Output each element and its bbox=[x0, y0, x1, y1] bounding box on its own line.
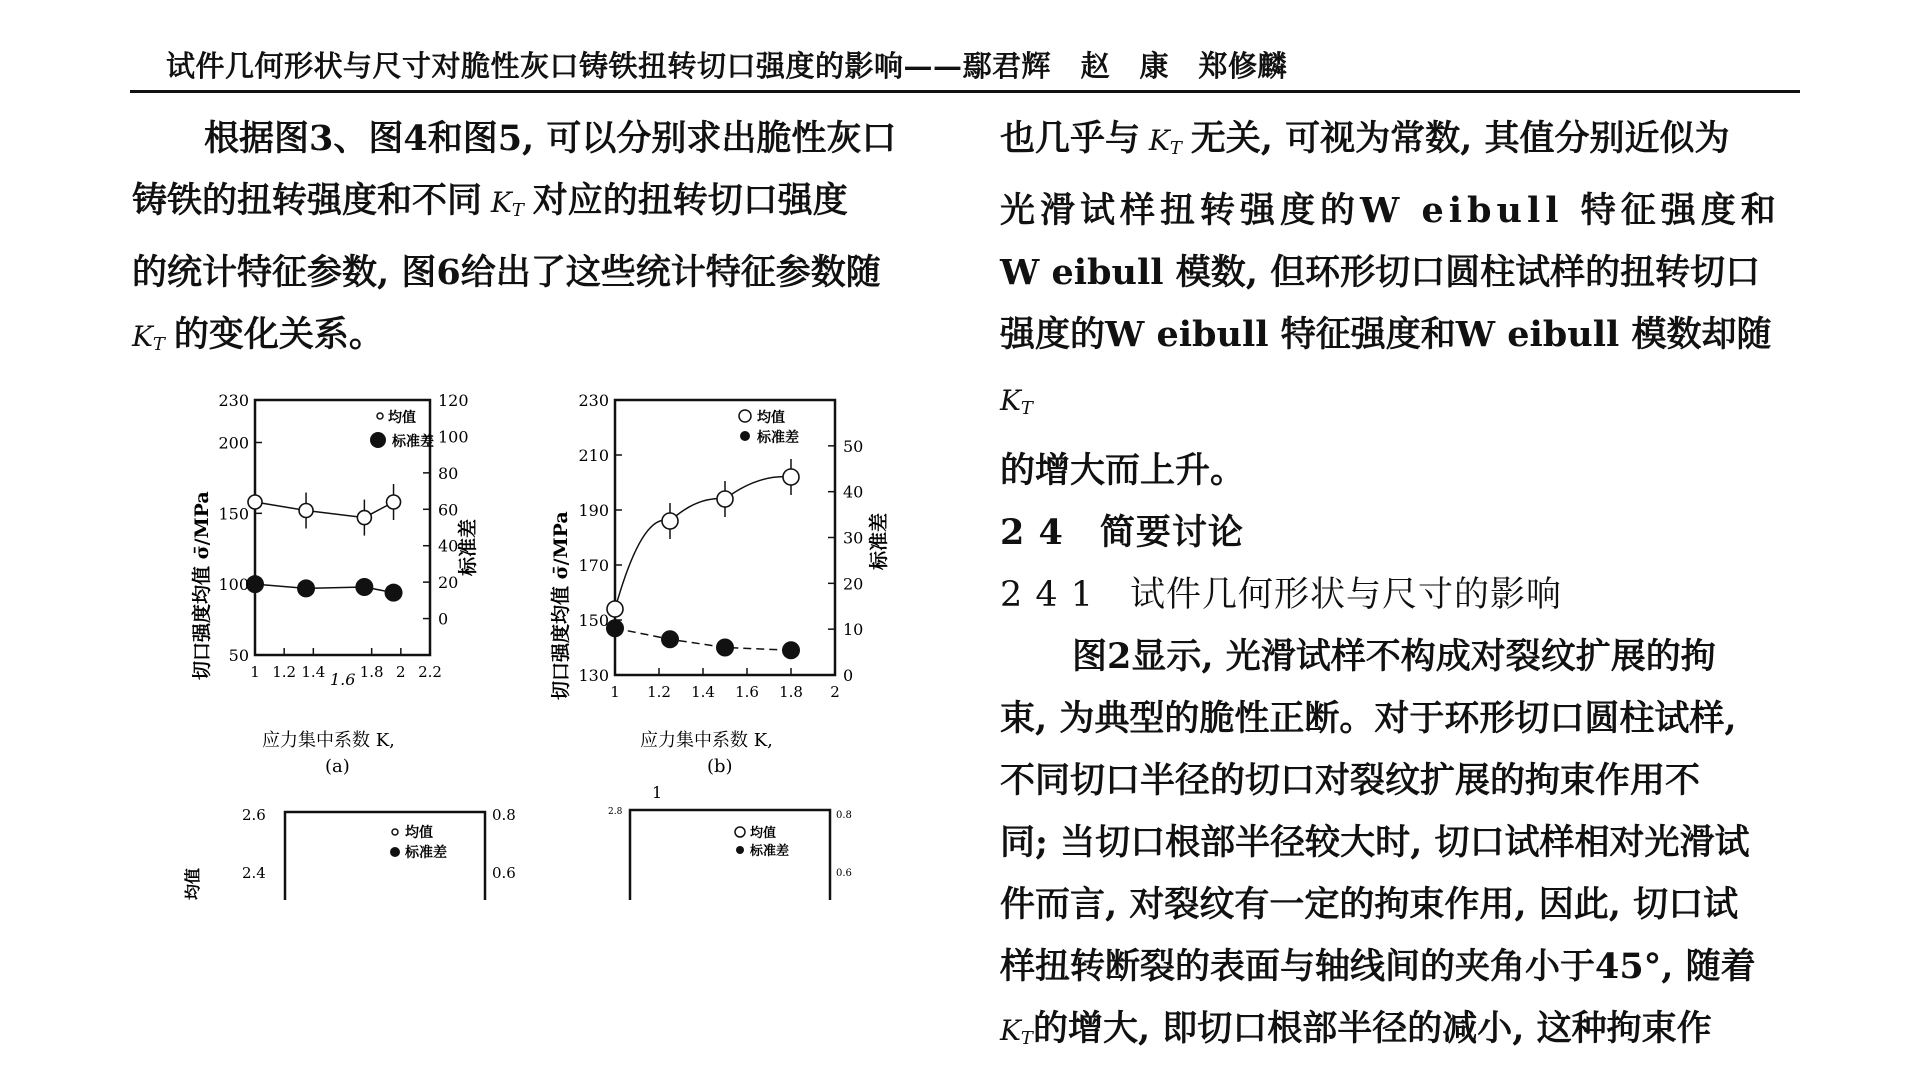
kt-symbol: $K_T$ bbox=[490, 186, 524, 221]
y2-tick-label: 50 bbox=[843, 436, 864, 456]
chart-a bbox=[180, 380, 540, 800]
paragraph-line: 同; 当切口根部半径较大时, 切口试样相对光滑试 bbox=[1000, 822, 1750, 863]
plot-frame bbox=[615, 400, 835, 675]
inner-label: 1.6 bbox=[330, 670, 356, 689]
y-tick-label: 230 bbox=[578, 391, 609, 410]
header-title: 试件几何形状与尺寸对脆性灰口铸铁扭转切口强度的影响——鄢君辉 赵 康 郑修麟 bbox=[166, 49, 1288, 83]
y2-tick-label: 10 bbox=[843, 620, 864, 640]
mean-point bbox=[607, 601, 623, 617]
legend-entry: 均值 bbox=[405, 825, 433, 841]
x-tick-label: 1.4 bbox=[691, 683, 715, 701]
std-series-line bbox=[615, 628, 791, 650]
std-point bbox=[355, 578, 373, 596]
paragraph-line: 束, 为典型的脆性正断。对于环形切口圆柱试样, bbox=[1000, 698, 1737, 739]
legend bbox=[370, 409, 434, 450]
plot-frame bbox=[285, 812, 485, 900]
std-point bbox=[782, 641, 800, 659]
paragraph-line: 的增大而上升。 bbox=[1000, 450, 1246, 491]
x-axis-label: 应力集中系数 K, bbox=[640, 730, 773, 751]
legend-entry: 均值 bbox=[750, 826, 777, 841]
left-column bbox=[132, 108, 932, 376]
y2-tick-label: 0.6 bbox=[492, 864, 516, 882]
legend-filled-marker bbox=[370, 432, 386, 448]
y-tick-label: 150 bbox=[218, 504, 249, 524]
panel-label: (a) bbox=[325, 756, 350, 777]
kt-symbol: $K_T$ bbox=[1000, 384, 1033, 419]
legend-entry: 标准差 bbox=[757, 430, 799, 446]
mean-series-line bbox=[615, 477, 791, 609]
top-label: 1 bbox=[652, 783, 663, 802]
paragraph-line: 图2显示, 光滑试样不构成对裂纹扩展的拘 bbox=[1072, 636, 1716, 677]
kt-symbol: $K_T$ bbox=[1000, 1014, 1033, 1049]
legend-filled-marker bbox=[390, 847, 400, 857]
kt-symbol: $K_T$ bbox=[132, 320, 165, 355]
running-header bbox=[130, 40, 1800, 93]
y-axis-label: 切口强度均值 σ̄/MPa bbox=[191, 491, 213, 680]
x-tick-label: 1 bbox=[610, 683, 620, 701]
paragraph-line: 铸铁的扭转强度和不同 $K_T$ 对应的扭转切口强度 bbox=[132, 180, 848, 221]
mean-point bbox=[662, 513, 678, 529]
y2-tick-label: 0 bbox=[438, 609, 449, 629]
y-tick-label: 100 bbox=[218, 575, 249, 595]
y2-tick-label: 20 bbox=[843, 574, 864, 594]
subsection-heading: 2 4 1 试件几何形状与尺寸的影响 bbox=[1000, 575, 1563, 615]
x-tick-label: 1 bbox=[250, 663, 260, 681]
x-tick-label: 1.6 bbox=[735, 683, 759, 701]
y-tick-label: 190 bbox=[578, 501, 609, 520]
mean-point bbox=[783, 469, 799, 485]
chart-d bbox=[590, 780, 890, 900]
mean-point bbox=[717, 491, 733, 507]
legend-open-marker bbox=[392, 829, 398, 835]
y2-tick-label: 0.8 bbox=[492, 806, 516, 824]
y-axis-label: 均值 bbox=[183, 867, 202, 900]
y-axis-label: 切口强度均值 σ̄/MPa bbox=[550, 511, 572, 700]
y2-tick-label: 0.6 bbox=[836, 868, 852, 879]
plot-frame bbox=[630, 810, 830, 900]
std-point bbox=[661, 630, 679, 648]
paragraph-line: 也几乎与 $K_T$ 无关, 可视为常数, 其值分别近似为 bbox=[1000, 118, 1730, 159]
x-tick-label: 1.2 bbox=[272, 663, 297, 681]
y2-tick-label: 60 bbox=[438, 500, 459, 520]
panel-label: (b) bbox=[707, 756, 733, 777]
x-tick-label: 1.8 bbox=[359, 663, 384, 681]
x-tick-label: 2 bbox=[396, 663, 406, 681]
paragraph-line: 强度的W eibull 特征强度和W eibull 模数却随 $K_T$ bbox=[1000, 314, 1772, 419]
y2-tick-label: 0.8 bbox=[836, 810, 852, 821]
y2-tick-label: 40 bbox=[438, 536, 459, 556]
y2-tick-label: 30 bbox=[843, 528, 864, 548]
legend-entry: 均值 bbox=[388, 410, 416, 426]
y-tick-label: 2.8 bbox=[608, 807, 623, 817]
paragraph-line: $K_T$ 的变化关系。 bbox=[132, 314, 384, 355]
x-axis-label: 应力集中系数 K, bbox=[262, 730, 395, 751]
y-tick-label: 2.4 bbox=[242, 864, 266, 882]
legend-filled-marker bbox=[736, 846, 744, 854]
legend-entry: 标准差 bbox=[750, 844, 790, 859]
legend-open-marker bbox=[377, 413, 383, 419]
chart-b-frame bbox=[615, 400, 835, 675]
paragraph-line: 的统计特征参数, 图6给出了这些统计特征参数随 bbox=[132, 252, 881, 293]
legend-entry: 标准差 bbox=[392, 434, 434, 450]
y-tick-label: 130 bbox=[578, 666, 609, 685]
legend-entry: 均值 bbox=[757, 410, 785, 426]
right-column bbox=[1000, 108, 1800, 1070]
y-tick-label: 50 bbox=[228, 646, 249, 665]
paragraph-line: 样扭转断裂的表面与轴线间的夹角小于45°, 随着 bbox=[1000, 946, 1756, 987]
x-tick-label: 1.2 bbox=[647, 683, 671, 701]
mean-point bbox=[357, 511, 371, 525]
legend-open-marker bbox=[739, 410, 751, 422]
chart-c bbox=[180, 800, 540, 900]
std-point bbox=[716, 639, 734, 657]
x-tick-label: 1.8 bbox=[779, 683, 803, 701]
paragraph-line: 不同切口半径的切口对裂纹扩展的拘束作用不 bbox=[1000, 760, 1701, 801]
y-tick-label: 150 bbox=[578, 611, 609, 630]
y2-tick-label: 0 bbox=[843, 666, 854, 685]
x-tick-label: 1.4 bbox=[301, 663, 326, 681]
chart-b bbox=[545, 380, 905, 800]
std-point bbox=[297, 579, 315, 597]
paragraph-line: 件而言, 对裂纹有一定的拘束作用, 因此, 切口试 bbox=[1000, 884, 1739, 925]
y2-tick-label: 20 bbox=[438, 573, 459, 593]
mean-point bbox=[387, 495, 401, 509]
x-tick-label: 2 bbox=[830, 683, 840, 701]
y2-tick-label: 40 bbox=[843, 482, 864, 502]
paragraph-line: 根据图3、图4和图5, 可以分别求出脆性灰口 bbox=[204, 118, 897, 159]
mean-point bbox=[248, 495, 262, 509]
mean-series-line bbox=[255, 502, 394, 518]
paragraph-line: W eibull 模数, 但环形切口圆柱试样的扭转切口 bbox=[1000, 252, 1761, 293]
y2-axis-label: 标准差 bbox=[457, 518, 479, 576]
legend bbox=[739, 409, 799, 446]
std-point bbox=[385, 584, 403, 602]
y-tick-label: 210 bbox=[578, 446, 609, 465]
y-tick-label: 230 bbox=[218, 391, 249, 410]
kt-symbol: $K_T$ bbox=[1148, 124, 1182, 159]
paragraph-line: $K_T$的增大, 即切口根部半径的减小, 这种拘束作 bbox=[1000, 1008, 1712, 1049]
legend-open-marker bbox=[735, 827, 745, 837]
mean-point bbox=[299, 504, 313, 518]
y2-tick-label: 80 bbox=[438, 463, 459, 483]
y-tick-label: 200 bbox=[218, 433, 249, 453]
y2-tick-label: 120 bbox=[438, 391, 469, 410]
y-tick-label: 2.6 bbox=[242, 806, 266, 824]
paragraph-line: 光滑试样扭转强度的W eibull 特征强度和 bbox=[1000, 190, 1781, 231]
y2-axis-label: 标准差 bbox=[868, 512, 890, 570]
y2-tick-label: 100 bbox=[438, 427, 469, 447]
section-heading: 2 4 简要讨论 bbox=[1000, 512, 1244, 553]
legend-entry: 标准差 bbox=[405, 845, 447, 861]
y-tick-label: 170 bbox=[578, 556, 609, 575]
x-tick-label: 2.2 bbox=[418, 663, 442, 681]
legend-filled-marker bbox=[740, 431, 750, 441]
